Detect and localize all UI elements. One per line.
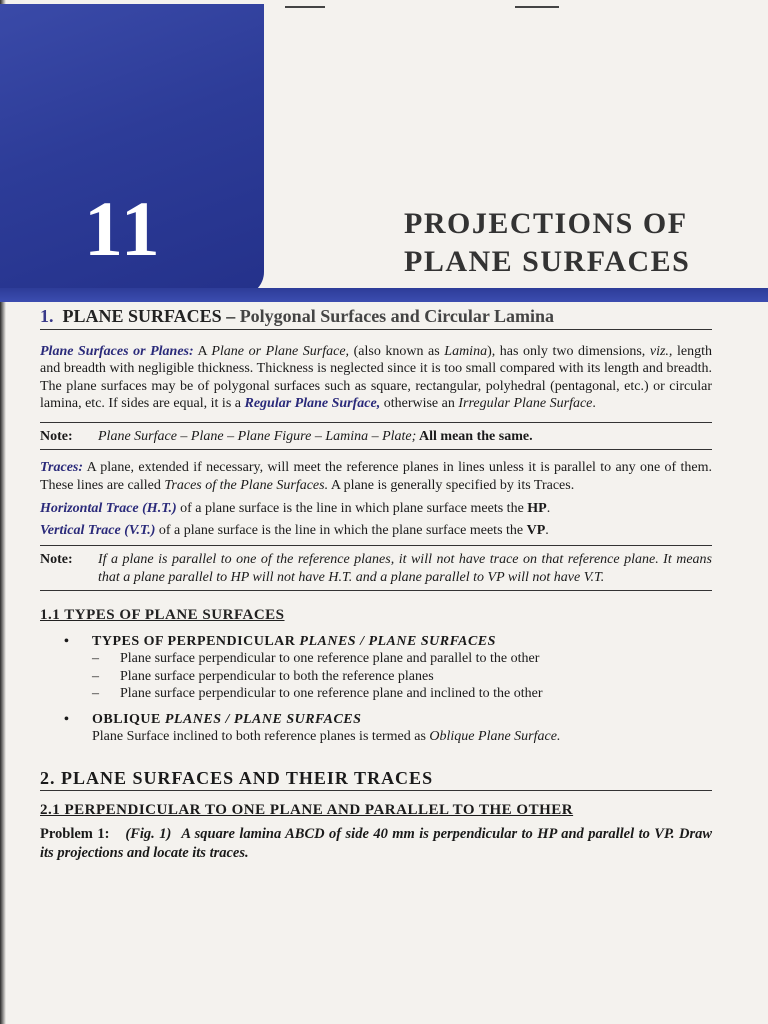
def-text: length and breadth with negligible thickness. Thickness is neglected since it is too small compared with its length and breadth. The plane surfaces may be of polygonal surfaces such as square, rectangular, polyhedral (pentagonal, etc.) or circular lamina, etc. If sides are equal, it is a [40, 343, 712, 411]
dash-mark: – [92, 686, 99, 701]
note-italic: Plane Surface – Plane – Plane Figure – Lamina – Plate; [98, 428, 417, 444]
chapter-banner-band [0, 288, 768, 302]
section-2-heading: 2. PLANE SURFACES AND THEIR TRACES [40, 770, 712, 792]
chapter-title-line1: PROJECTIONS OF [404, 207, 688, 240]
perp-item-text: Plane surface perpendicular to one reference plane and inclined to the other [120, 686, 543, 701]
def-italic: viz., [649, 343, 673, 359]
dash-mark: – [92, 651, 99, 666]
ht-end: . [546, 501, 551, 516]
note-bold: All mean the same. [416, 428, 533, 444]
section-1-heading [40, 308, 712, 330]
perp-item-text: Plane surface perpendicular to both the reference planes [120, 668, 434, 684]
problem-text: A square lamina ABCD of side 40 mm is perpendicular to HP and parallel to VP. Draw its projections and locate its traces. [40, 825, 713, 861]
bullet: • [64, 711, 69, 727]
oblique-head: OBLIQUE [92, 711, 165, 727]
oblique-types-heading [92, 711, 712, 729]
list-item [92, 650, 712, 668]
def-text: otherwise an [380, 396, 459, 411]
vt-text: of a plane surface is the line in which the plane surface meets the [155, 522, 527, 538]
note-traces-text: If a plane is parallel to one of the reference planes, it will not have trace on that reference plane. It means that a plane parallel to HP will not have H.T. and a plane parallel to VP will not have V.T. [98, 552, 712, 585]
problem-figure-ref: (Fig. 1) [125, 825, 172, 842]
vertical-trace-definition [40, 522, 712, 540]
section-1-dash: – [221, 306, 240, 326]
problem-label: Problem 1: [40, 825, 110, 842]
section-1-number: 1. [40, 306, 54, 326]
note-traces [40, 545, 712, 591]
traces-definition [40, 459, 712, 494]
note-label: Note: [40, 428, 73, 444]
problem-1 [40, 825, 712, 863]
perp-head-italic: PLANES / PLANE SURFACES [299, 633, 496, 649]
regular-plane-term: Regular Plane Surface, [244, 396, 381, 411]
vt-term: Vertical Trace (V.T.) [40, 522, 156, 538]
traces-text: A plane, extended if necessary, will meet the reference planes in lines unless it is parallel to any one of them. These lines are called [40, 460, 712, 493]
traces-text: A plane is generally specified by its Traces. [328, 477, 575, 493]
list-item [92, 668, 712, 686]
horizontal-trace-definition [40, 500, 712, 518]
def-text: ), has only two dimensions, [487, 343, 650, 359]
ht-ref: HP [527, 501, 547, 516]
bullet: • [64, 633, 69, 649]
traces-term: Traces: [40, 460, 84, 475]
list-item-perpendicular [40, 633, 712, 703]
note-synonyms [40, 422, 712, 451]
traces-italic: Traces of the Plane Surfaces. [164, 477, 329, 493]
list-item-oblique [40, 711, 712, 746]
perpendicular-types-sublist [92, 650, 712, 703]
def-italic: Plane or Plane Surface, [211, 343, 350, 359]
perpendicular-types-heading [92, 633, 712, 651]
section-2-1-heading: 2.1 PERPENDICULAR TO ONE PLANE AND PARALLEL TO THE OTHER [40, 802, 574, 818]
irregular-plane-term: Irregular Plane Surface [458, 396, 593, 411]
ht-term: Horizontal Trace (H.T.) [40, 501, 177, 516]
perp-item-text: Plane surface perpendicular to one reference plane and parallel to the other [120, 651, 540, 666]
top-rule-left [285, 6, 325, 8]
note-label: Note: [40, 552, 73, 567]
def-text: A [193, 343, 212, 359]
oblique-description [92, 728, 712, 746]
plane-surfaces-term: Plane Surfaces or Planes: [40, 343, 194, 359]
dash-mark: – [92, 668, 99, 684]
ht-text: of a plane surface is the line in which plane surface meets the [176, 501, 528, 516]
oblique-text: Plane Surface inclined to both reference planes is termed as [92, 729, 430, 744]
section-1-subtitle: Polygonal Surfaces and Circular Lamina [239, 306, 555, 326]
def-text: (also known as [349, 343, 445, 359]
chapter-title-line2: PLANE SURFACES [404, 245, 691, 278]
plane-surfaces-definition [40, 343, 712, 413]
page-content [40, 308, 712, 863]
section-1-1-heading: 1.1 TYPES OF PLANE SURFACES [40, 607, 285, 623]
chapter-title [404, 205, 734, 281]
note-body [98, 428, 533, 446]
oblique-head-italic: PLANES / PLANE SURFACES [164, 711, 362, 727]
list-item [92, 685, 712, 703]
def-italic: Lamina [444, 343, 488, 359]
section-1-title: PLANE SURFACES [62, 306, 222, 326]
oblique-term: Oblique Plane Surface. [429, 729, 561, 744]
chapter-number: 11 [84, 185, 162, 272]
def-text: . [592, 396, 596, 411]
plane-types-list [40, 633, 712, 746]
perp-head: TYPES OF PERPENDICULAR [92, 633, 300, 649]
vt-end: . [545, 522, 549, 538]
top-rule-right [515, 6, 559, 8]
vt-ref: VP [526, 522, 546, 538]
